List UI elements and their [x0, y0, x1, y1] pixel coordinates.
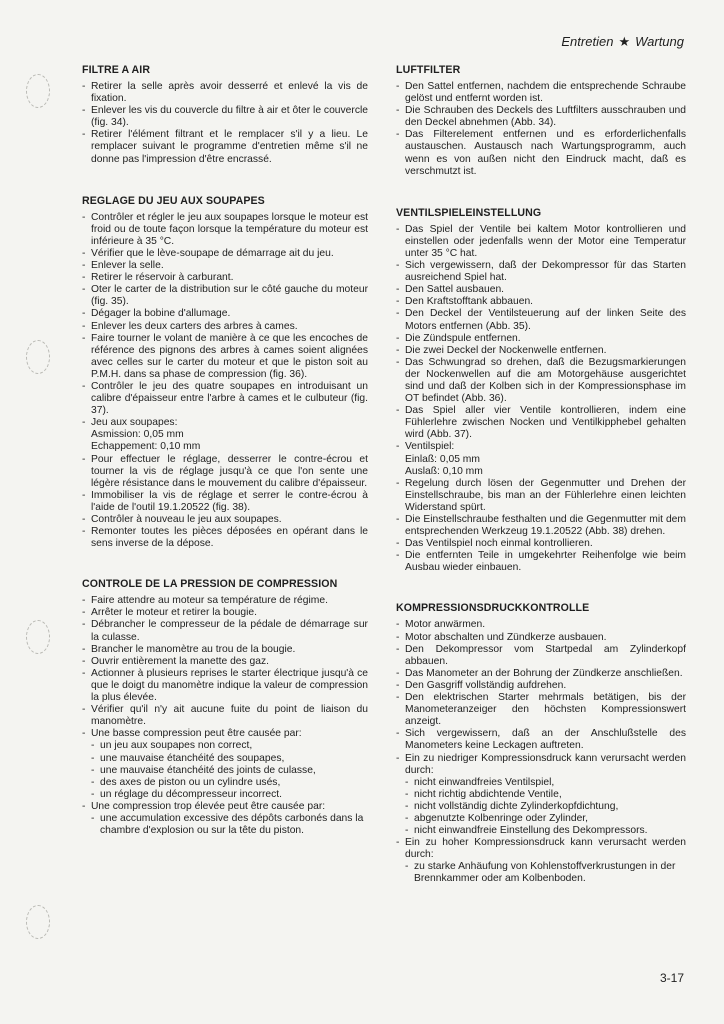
list-item	[82, 619, 368, 643]
list-item	[82, 514, 368, 526]
list-item	[82, 105, 368, 129]
list-item-text: Ouvrir entièrement la manette des gaz.	[91, 655, 269, 667]
list-item-text: Débrancher le compresseur de la pédale de démarrage sur la culasse.	[91, 619, 368, 643]
list-item	[82, 656, 368, 668]
list-item-text: Die entfernten Teile in umgekehrter Reihenfolge wie beim Ausbau wieder einbauen.	[405, 550, 686, 574]
list-item	[396, 644, 686, 668]
list-item	[82, 321, 368, 333]
header-right: Wartung	[635, 34, 684, 49]
binder-hole	[26, 74, 50, 108]
section-title: FILTRE A AIR	[82, 64, 151, 76]
section	[396, 64, 686, 178]
sub-list-item: - nicht einwandfreie Einstellung des Dekompressors.	[405, 825, 686, 837]
list-item-text: Pour effectuer le réglage, desserrer le contre-écrou et tourner la vis de réglage jusqu'à ce que l'on sente une légère résistance dans le mouvement du calibre d'épaisseur.	[91, 453, 368, 489]
list-item-text: Enlever les vis du couvercle du filtre à air et ôter le couvercle (fig. 34).	[91, 105, 369, 129]
list-item-text: Das Spiel aller vier Ventile kontrollieren, indem eine Fühlerlehre zwischen Nocken und Ventilkipphebel gehalten wird (Abb. 37).	[405, 405, 686, 441]
list-item	[82, 454, 368, 490]
sub-list-item: - abgenutzte Kolbenringe oder Zylinder,	[405, 813, 686, 825]
list-item-text: Vérifier que le lève-soupape de démarrage ait du jeu.	[91, 247, 334, 259]
list-item-text: Das Manometer an der Bohrung der Zündkerze anschließen.	[405, 667, 683, 679]
list-item-text: Die zwei Deckel der Nockenwelle entfernen.	[405, 344, 607, 356]
sub-list-item: - zu starke Anhäufung von Kohlenstoffverkrustungen in der Brennkammer oder am Kolbenboden.	[405, 861, 686, 885]
section	[396, 602, 686, 885]
list-item-text: Brancher le manomètre au trou de la bougie.	[91, 643, 296, 655]
list-item	[82, 129, 368, 165]
list-item-text: Ein zu hoher Kompressionsdruck kann verursacht werden durch:	[405, 837, 686, 861]
list-item-text: Sich vergewissern, daß der Dekompressor für das Starten ausreichend Spiel hat.	[405, 260, 686, 284]
list-item-text: Retirer la selle après avoir desserré et enlevé la vis de fixation.	[91, 81, 368, 105]
section	[82, 64, 368, 166]
section	[82, 195, 368, 551]
list-item-text: Une compression trop élevée peut être causée par:	[91, 800, 326, 812]
list-item-text: Den Sattel entfernen, nachdem die entsprechende Schraube gelöst und entfernt worden ist.	[405, 81, 686, 105]
list-item	[396, 692, 686, 728]
list-item	[396, 619, 686, 631]
list-item-text: Den elektrischen Starter mehrmals betätigen, bis der Manometeranzeiger den höchsten Kompressionswert anzeigt.	[405, 692, 686, 728]
sub-list-item: - nicht vollständig dichte Zylinderkopfdichtung,	[405, 801, 686, 813]
list-item	[396, 345, 686, 357]
list-item	[82, 212, 368, 248]
sub-list-item: - des axes de piston ou un cylindre usés,	[91, 777, 368, 789]
instruction-list	[82, 212, 368, 551]
list-item	[396, 260, 686, 284]
list-item-text: Oter le carter de la distribution sur le côté gauche du moteur (fig. 35).	[91, 284, 368, 308]
value-line: Asmission: 0,05 mm	[91, 429, 184, 441]
list-item-text: Contrôler et régler le jeu aux soupapes lorsque le moteur est froid ou de toute façon lorsque la température du moteur est inférieure à 35 °C.	[91, 211, 368, 247]
list-item-text: Die Einstellschraube festhalten und die Gegenmutter mit dem entsprechenden Werkzeug 19.1.20522 (Abb. 38) drehen.	[405, 514, 686, 538]
list-item	[396, 333, 686, 345]
value-line: Echappement: 0,10 mm	[91, 441, 201, 453]
list-item-text: Den Sattel ausbauen.	[405, 284, 505, 296]
value-line: Auslaß: 0,10 mm	[405, 465, 483, 477]
column-german	[396, 64, 686, 886]
list-item-text: Enlever les deux carters des arbres à cames.	[91, 320, 298, 332]
list-item	[82, 526, 368, 550]
list-item	[396, 837, 686, 885]
section-title: REGLAGE DU JEU AUX SOUPAPES	[82, 194, 265, 207]
list-item	[396, 296, 686, 308]
list-item-text: Die Zündspule entfernen.	[405, 332, 521, 344]
list-item-text: Den Gasgriff vollständig aufdrehen.	[405, 679, 567, 691]
list-item	[396, 357, 686, 405]
page-number: 3-17	[659, 971, 684, 985]
section	[82, 578, 368, 837]
sub-list-item: - une accumulation excessive des dépôts carbonés dans la chambre d'explosion ou sur la tête du piston.	[91, 813, 368, 837]
list-item	[82, 308, 368, 320]
list-item-text: Das Schwungrad so drehen, daß die Bezugsmarkierungen der Nockenwellen auf die am Motorgehäuse ausgerichtet sind und daß der Kolben sich in der Kompressionsphase im OT befindet (Abb. 36).	[405, 356, 686, 405]
list-item	[396, 478, 686, 514]
list-item-text: Den Deckel der Ventilsteuerung auf der linken Seite des Motors entfernen (Abb. 35).	[405, 308, 686, 332]
list-item-text: Ein zu niedriger Kompressionsdruck kann verursacht werden durch:	[405, 752, 686, 776]
list-item	[396, 550, 686, 574]
list-item	[82, 644, 368, 656]
list-item	[396, 284, 686, 296]
instruction-list	[396, 81, 686, 178]
binder-hole	[26, 905, 50, 939]
list-item-text: Faire attendre au moteur sa température de régime.	[91, 595, 328, 607]
list-item-text: Das Ventilspiel noch einmal kontrollieren.	[405, 538, 593, 550]
list-item-text: Immobiliser la vis de réglage et serrer le contre-écrou à l'aide de l'outil 19.1.20522 (fig. 38).	[91, 489, 368, 513]
list-item	[82, 417, 368, 453]
list-item	[396, 728, 686, 752]
list-item	[82, 668, 368, 704]
list-item-text: Ventilspiel:	[405, 441, 455, 453]
list-item-text: Retirer le réservoir à carburant.	[91, 272, 234, 284]
list-item-text: Enlever la selle.	[91, 260, 164, 272]
sub-list	[405, 861, 686, 885]
instruction-list	[82, 595, 368, 837]
instruction-list	[396, 224, 686, 575]
list-item-text: Contrôler à nouveau le jeu aux soupapes.	[91, 514, 282, 525]
list-item	[82, 704, 368, 728]
list-item	[396, 668, 686, 680]
list-item	[82, 248, 368, 260]
list-item	[82, 260, 368, 272]
section	[396, 207, 686, 575]
section-title: LUFTFILTER	[396, 64, 461, 76]
list-item	[82, 595, 368, 607]
list-item	[82, 728, 368, 801]
sub-list-item: - une mauvaise étanchéité des soupapes,	[91, 753, 368, 765]
list-item	[82, 272, 368, 284]
list-item	[396, 224, 686, 260]
sub-list-item: - nicht richtig abdichtende Ventile,	[405, 789, 686, 801]
star-icon: ★	[618, 34, 631, 49]
list-item-text: Den Dekompressor vom Startpedal am Zylinderkopf abbauen.	[405, 643, 686, 667]
sub-list	[405, 777, 686, 837]
list-item-text: Die Schrauben des Deckels des Luftfilters ausschrauben und den Deckel abnehmen (Abb. 34).	[405, 105, 686, 129]
list-item	[82, 490, 368, 514]
list-item	[82, 81, 368, 105]
instruction-list	[82, 81, 368, 166]
list-item	[396, 514, 686, 538]
list-item-text: Motor anwärmen.	[405, 619, 486, 631]
list-item	[82, 284, 368, 308]
list-item-text: Jeu aux soupapes:	[91, 417, 178, 429]
value-line: Einlaß: 0,05 mm	[405, 453, 480, 465]
list-item	[82, 607, 368, 619]
list-item	[396, 129, 686, 177]
column-french	[82, 64, 368, 837]
sub-list	[91, 813, 368, 837]
list-item-text: Regelung durch lösen der Gegenmutter und Drehen der Einstellschraube, bis man an der Fühlerlehre einen leichten Widerstand spürt.	[405, 477, 686, 513]
list-item-text: Contrôler le jeu des quatre soupapes en introduisant un calibre d'épaisseur entre l'arbre à cames et le culbuteur (fig. 37).	[91, 380, 368, 417]
list-item-text: Das Spiel der Ventile bei kaltem Motor kontrollieren und einstellen oder jedenfalls wenn der Motor eine Temperatur unter 35 °C hat.	[405, 223, 686, 259]
page-header	[561, 34, 684, 50]
list-item	[396, 81, 686, 105]
list-item-text: Retirer l'élément filtrant et le remplacer s'il y a lieu. Le remplacer suivant le programme d'entretien même s'il ne donne pas l'impression d'être encrassé.	[91, 129, 368, 165]
list-item-text: Une basse compression peut être causée par:	[91, 728, 302, 740]
list-item-text: Den Kraftstofftank abbauen.	[405, 296, 534, 308]
list-item-text: Actionner à plusieurs reprises le starter électrique jusqu'à ce que le doigt du manomètre indique la valeur de compression la plus élevée.	[91, 667, 368, 704]
list-item-text: Vérifier qu'il n'y ait aucune fuite du point de liaison du manomètre.	[91, 704, 368, 728]
list-item-text: Motor abschalten und Zündkerze ausbauen.	[405, 631, 607, 643]
section-title: KOMPRESSIONSDRUCKKONTROLLE	[396, 602, 590, 615]
sub-list-item: - un jeu aux soupapes non correct,	[91, 740, 368, 752]
list-item	[396, 105, 686, 129]
list-item-text: Das Filterelement entfernen und es erforderlichenfalls austauschen. Austausch nach Wartungsprogramm, auch wenn es von außen nicht den Eindruck macht, daß es verschmutzt ist.	[405, 129, 686, 177]
list-item-text: Dégager la bobine d'allumage.	[91, 308, 231, 320]
sub-list-item: - un réglage du décompresseur incorrect.	[91, 789, 368, 801]
list-item	[82, 333, 368, 381]
sub-list-item: - une mauvaise étanchéité des joints de culasse,	[91, 765, 368, 777]
list-item	[396, 538, 686, 550]
sub-list	[91, 740, 368, 800]
list-item	[396, 753, 686, 838]
sub-list-item: - nicht einwandfreies Ventilspiel,	[405, 777, 686, 789]
list-item	[396, 308, 686, 332]
header-left: Entretien	[561, 34, 614, 49]
list-item	[82, 381, 368, 417]
section-title: CONTROLE DE LA PRESSION DE COMPRESSION	[82, 578, 338, 591]
list-item	[396, 405, 686, 441]
section-title: VENTILSPIELEINSTELLUNG	[396, 206, 542, 219]
instruction-list	[396, 619, 686, 885]
list-item-text: Faire tourner le volant de manière à ce que les encoches de référence des pignons des arbres à cames soient alignées avec celles sur le carter du moteur et que le piston soit au P.M.H. dans sa phase de compression (fig. 36).	[91, 332, 368, 380]
list-item	[82, 801, 368, 837]
list-item-text: Sich vergewissern, daß an der Anschlußstelle des Manometers keine Leckagen auftreten.	[405, 728, 686, 752]
list-item	[396, 441, 686, 477]
binder-hole	[26, 340, 50, 374]
list-item	[396, 632, 686, 644]
list-item-text: Arrêter le moteur et retirer la bougie.	[91, 607, 257, 619]
list-item	[396, 680, 686, 692]
list-item-text: Remonter toutes les pièces déposées en opérant dans le sens inverse de la dépose.	[91, 526, 368, 550]
binder-hole	[26, 620, 50, 654]
